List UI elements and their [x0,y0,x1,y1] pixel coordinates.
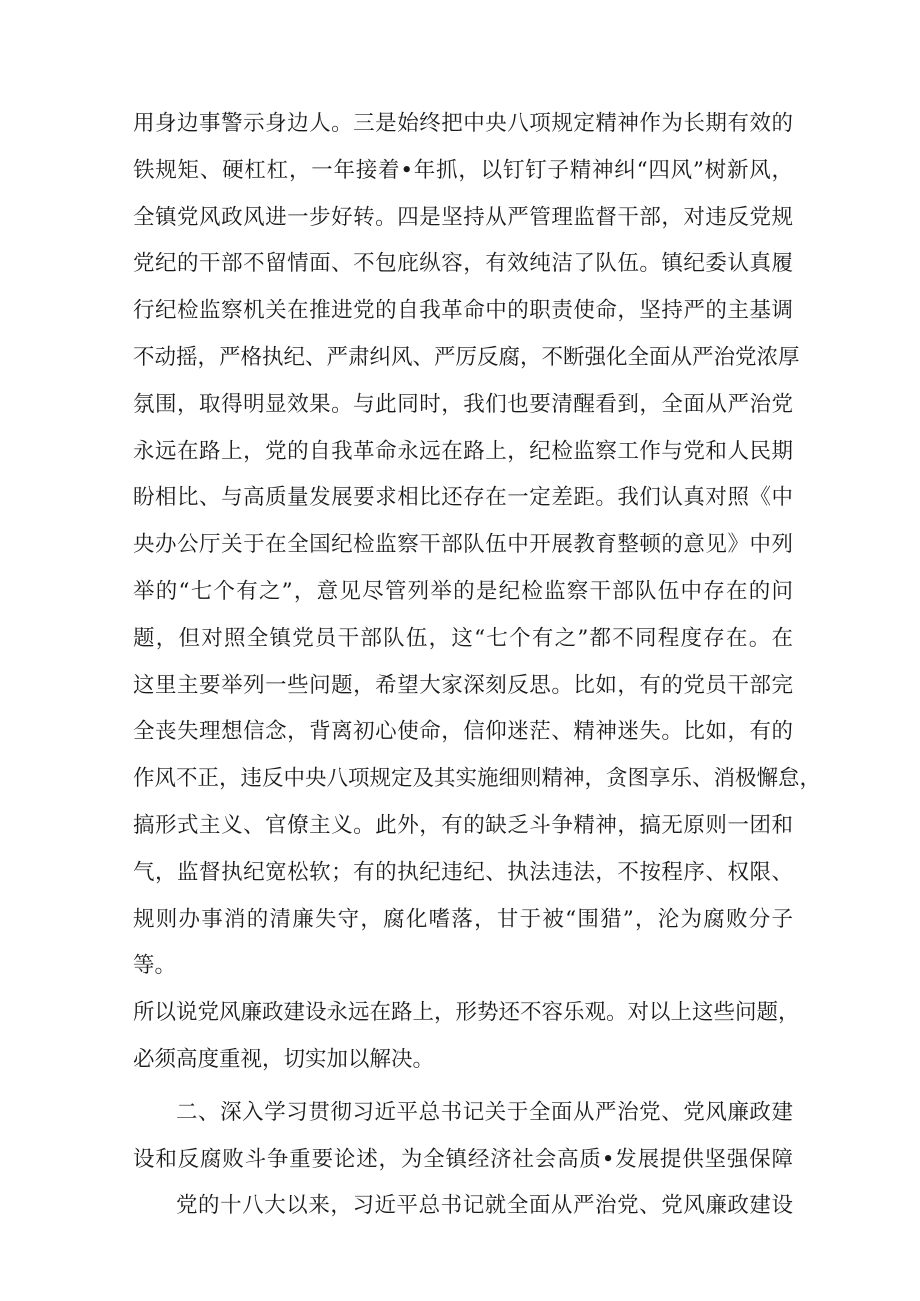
text-line: 全丧失理想信念，背离初心使命，信仰迷茫、精神迷失。比如，有的 [133,719,793,745]
body-paragraph [133,990,800,1084]
document-page [133,101,822,1230]
text-line: 用身边事警示身边人。三是始终把中央八项规定精神作为长期有效的 [133,111,793,136]
text-line: 铁规矩、硬杠杠，一年接着•年抓，以钉钉子精神纠“四风”树新风， [133,157,793,183]
text-line: 全镇党风政风进一步好转。四是坚持从严管理监督干部，对违反党规 [133,204,793,230]
heading-line: 二、深入学习贯彻习近平总书记关于全面从严治党、党风廉政建 [176,1099,793,1125]
text-line: 央办公厅关于在全国纪检监察干部队伍中开展教育整顿的意见》中列 [133,532,793,558]
text-line: 规则办事消的清廉失守，腐化嗜落，甘于被“围猎”，沦为腐败分子 [133,906,793,932]
text-line: 永远在路上，党的自我革命永远在路上，纪检监察工作与党和人民期 [133,438,793,464]
text-line: 举的“七个有之”，意见尽管列举的是纪检监察干部队伍中存在的问 [133,578,793,604]
text-line: 题，但对照全镇党员干部队伍，这“七个有之”都不同程度存在。在 [133,625,793,651]
text-line: 氛围，取得明显效果。与此同时，我们也要清醒看到，全面从严治党 [133,391,793,417]
text-line: 这里主要举列一些问题，希望大家深刻反思。比如，有的党员干部完 [133,672,793,698]
text-line: 气，监督执纪宽松软；有的执纪违纪、执法违法，不按程序、权限、 [133,859,793,885]
text-line: 必须高度重视，切实加以解决。 [133,1046,435,1072]
text-line: 等。 [133,953,177,979]
text-line: 行纪检监察机关在推进党的自我革命中的职责使命，坚持严的主基调 [133,298,793,324]
text-line: 党纪的干部不留情面、不包庇纵容，有效纯洁了队伍。镇纪委认真履 [133,251,793,277]
text-line: 盼相比、与高质量发展要求相比还存在一定差距。我们认真对照《中 [133,485,793,511]
text-line: 所以说党风廉政建设永远在路上，形势还不容乐观。对以上这些问题， [133,1000,800,1026]
heading-line: 设和反腐败斗争重要论述，为全镇经济社会高质•发展提供坚强保障 [133,1146,793,1172]
body-paragraph [133,1183,793,1230]
text-line: 党的十八大以来，习近平总书记就全面从严治党、党风廉政建设 [176,1193,793,1219]
body-paragraph [133,101,822,990]
section-heading [133,1090,793,1184]
text-line: 搞形式主义、官僚主义。此外，有的缺乏斗争精神，搞无原则一团和 [133,812,793,838]
text-line: 不动摇，严格执纪、严肃纠风、严厉反腐，不断强化全面从严治党浓厚 [133,344,800,370]
text-line: 作风不正，违反中央八项规定及其实施细则精神，贪图享乐、消极懈怠， [133,766,822,792]
